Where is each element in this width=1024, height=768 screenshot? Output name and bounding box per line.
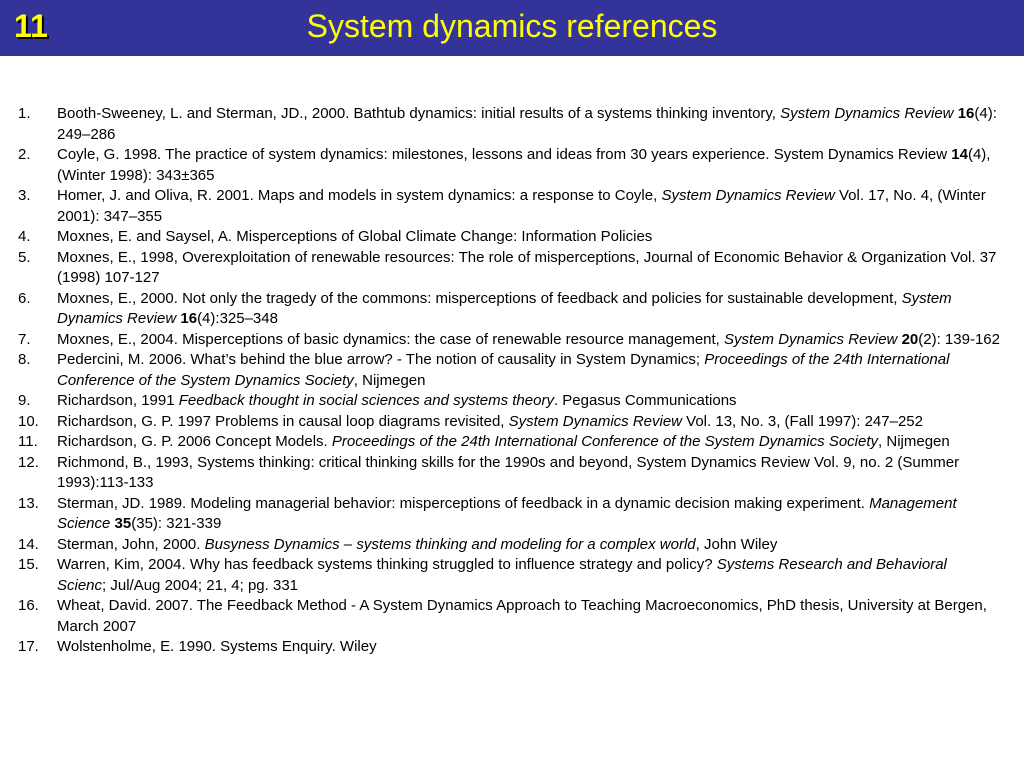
- reference-item: [0, 412, 1000, 433]
- reference-text: Proceedings of the 24th International Conference of the System Dynamics Society: [57, 351, 950, 389]
- reference-text: Moxnes, E., 1998, Overexploitation of renewable resources: The role of misperceptions, Journal of Economic Behavior & Organization Vol. 37 (1998) 107-127: [57, 248, 997, 286]
- reference-item: [0, 432, 1000, 453]
- reference-text: Vol. 17, No. 4, (Winter 2001): 347–355: [57, 187, 986, 225]
- reference-list: [0, 104, 1000, 658]
- reference-number: 11.: [18, 433, 38, 450]
- reference-number: 14.: [18, 535, 39, 553]
- reference-text: Proceedings of the 24th International Conference of the System Dynamics Society: [331, 433, 879, 450]
- reference-text: Vol. 13, No. 3, (Fall 1997): 247–252: [682, 412, 923, 430]
- reference-text: Coyle, G. 1998. The practice of system dynamics: milestones, lessons and ideas from 30 years experience. System Dynamics Review: [57, 146, 952, 163]
- reference-item: [0, 227, 1000, 248]
- reference-text: (4): 249–286: [57, 105, 997, 143]
- reference-text: Wheat, David. 2007. The Feedback Method - A System Dynamics Approach to Teaching Macroeconomics, PhD thesis, University at Bergen, March 2007: [57, 597, 987, 635]
- reference-number: 15.: [18, 556, 39, 573]
- reference-text: Booth-Sweeney, L. and Sterman, JD., 2000. Bathtub dynamics: initial results of a systems thinking inventory,: [57, 105, 781, 122]
- reference-text: Pedercini, M. 2006. What’s behind the blue arrow? - The notion of causality in System Dynamics;: [57, 351, 705, 368]
- reference-text: Systems Research and Behavioral Scienc: [57, 556, 947, 594]
- reference-text: System Dynamics Review: [661, 187, 835, 204]
- reference-text: ; Jul/Aug 2004; 21, 4; pg. 331: [102, 576, 299, 594]
- reference-text: Feedback thought in social sciences and systems theory: [178, 392, 554, 409]
- reference-number: 3.: [18, 187, 31, 204]
- reference-text: System Dynamics Review: [57, 289, 952, 327]
- reference-item: [0, 535, 1000, 556]
- reference-text: 20: [901, 330, 919, 348]
- reference-number: 10.: [18, 412, 39, 430]
- reference-text: Richardson, G. P. 1997 Problems in causal loop diagrams revisited,: [57, 412, 509, 430]
- reference-item: [0, 330, 1000, 351]
- reference-text: System Dynamics Review: [780, 105, 954, 122]
- reference-text: Moxnes, E. and Saysel, A. Misperceptions of Global Climate Change: Information Policies: [57, 228, 653, 245]
- reference-number: 2.: [18, 146, 31, 163]
- reference-number: 7.: [18, 330, 31, 348]
- reference-text: 35: [114, 515, 132, 532]
- reference-text: Warren, Kim, 2004. Why has feedback systems thinking struggled to influence strategy and policy?: [57, 556, 717, 573]
- reference-item: [0, 145, 1000, 186]
- reference-number: 17.: [18, 638, 39, 655]
- reference-text: , Nijmegen: [353, 371, 426, 389]
- reference-number: 16.: [18, 597, 39, 614]
- reference-text: . Pegasus Communications: [553, 392, 737, 409]
- reference-number: 4.: [18, 228, 31, 245]
- reference-text: Homer, J. and Oliva, R. 2001. Maps and models in system dynamics: a response to Coyle,: [57, 187, 662, 204]
- reference-text: , Nijmegen: [878, 433, 950, 450]
- reference-text: Richmond, B., 1993, Systems thinking: critical thinking skills for the 1990s and beyond, System Dynamics Review Vol. 9, no. 2 (Summer 1993):113-133: [57, 453, 960, 491]
- reference-text: , John Wiley: [695, 535, 778, 553]
- reference-text: (4), (Winter 1998): 343±365: [57, 146, 991, 184]
- reference-text: System Dynamics Review: [508, 412, 682, 430]
- reference-item: [0, 350, 1000, 391]
- reference-number: 12.: [18, 453, 39, 471]
- reference-text: Management Science: [57, 494, 957, 532]
- reference-item: [0, 391, 1000, 412]
- reference-item: [0, 453, 1000, 494]
- reference-text: Wolstenholme, E. 1990. Systems Enquiry. Wiley: [57, 638, 377, 655]
- reference-text: 16: [957, 105, 975, 122]
- reference-text: Sterman, John, 2000.: [57, 535, 205, 553]
- reference-item: [0, 637, 1000, 658]
- reference-text: Busyness Dynamics – systems thinking and modeling for a complex world: [204, 535, 696, 553]
- slide-number: 11: [14, 8, 48, 44]
- reference-number: 6.: [18, 289, 31, 307]
- reference-item: [0, 186, 1000, 227]
- reference-item: [0, 596, 1000, 637]
- reference-text: 14: [951, 146, 968, 163]
- reference-text: Richardson, 1991: [57, 392, 179, 409]
- reference-text: (35): 321-339: [131, 515, 222, 532]
- reference-item: [0, 555, 1000, 596]
- reference-text: Sterman, JD. 1989. Modeling managerial behavior: misperceptions of feedback in a dynamic decision making experiment.: [57, 494, 870, 512]
- reference-item: [0, 104, 1000, 145]
- reference-number: 1.: [18, 105, 31, 122]
- reference-text: Moxnes, E., 2004. Misperceptions of basic dynamics: the case of renewable resource management,: [57, 330, 725, 348]
- reference-text: (2): 139-162: [918, 330, 1000, 348]
- reference-item: [0, 289, 1000, 330]
- reference-text: Moxnes, E., 2000. Not only the tragedy of the commons: misperceptions of feedback and policies for sustainable development,: [57, 289, 902, 307]
- reference-item: [0, 248, 1000, 289]
- reference-text: 16: [180, 310, 198, 327]
- reference-text: System Dynamics Review: [724, 330, 898, 348]
- reference-text: Richardson, G. P. 2006 Concept Models.: [57, 433, 332, 450]
- reference-number: 5.: [18, 248, 31, 266]
- reference-number: 8.: [18, 351, 31, 368]
- slide-title: System dynamics references: [306, 8, 718, 44]
- slide-header: [0, 0, 1024, 56]
- reference-number: 13.: [18, 494, 39, 512]
- reference-text: (4):325–348: [197, 310, 278, 327]
- reference-number: 9.: [18, 392, 31, 409]
- reference-item: [0, 494, 1000, 535]
